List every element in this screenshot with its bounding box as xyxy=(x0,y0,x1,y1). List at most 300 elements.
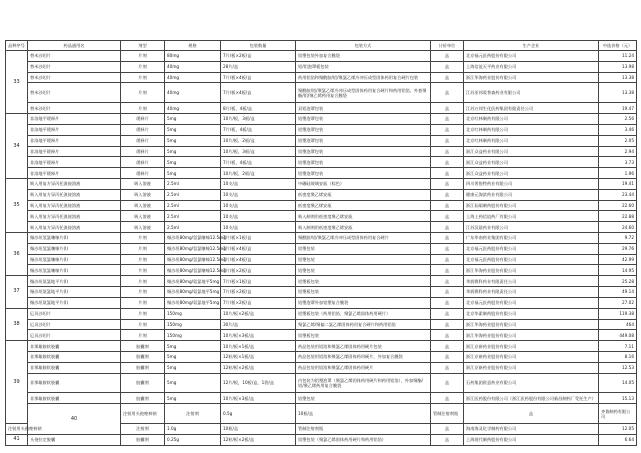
spec-cell: 5mg xyxy=(165,168,221,179)
pricing-unit-cell: 盒 xyxy=(431,243,464,254)
spec-cell: 40mg xyxy=(165,83,221,103)
price-cell: 3.73 xyxy=(599,157,637,168)
drug-name-cell: 非洛地平缓释片 xyxy=(28,157,121,168)
manufacturer-cell: 浙江京新药业股份有限公司 xyxy=(464,362,599,373)
package-method-cell: 铝塑泡罩包装 xyxy=(296,146,431,157)
pricing-unit-cell: 盒 xyxy=(431,157,464,168)
package-qty-cell: 10片/板×3板/盒 xyxy=(221,393,296,404)
dosage-form-cell: 片剂 xyxy=(121,83,165,103)
dosage-form-cell: 胶囊剂 xyxy=(121,393,165,404)
dosage-form-cell: 片剂 xyxy=(121,254,165,265)
spec-cell: 40mg xyxy=(165,72,221,83)
table-row xyxy=(6,351,637,362)
dosage-form-cell: 片剂 xyxy=(121,51,165,62)
package-qty-cell: 30片/盒 xyxy=(221,319,296,330)
manufacturer-cell: 北京红林制药有限公司 xyxy=(464,135,599,146)
col-header: 包装数量 xyxy=(221,41,296,51)
price-cell: 27.02 xyxy=(599,297,637,308)
drug-name-cell: 吸入用复方异丙托溴铵溶液 xyxy=(28,189,121,200)
group-number-cell: 37 xyxy=(6,276,28,308)
drug-name-cell: 缬沙坦氨氯地平片(Ⅰ) xyxy=(28,276,121,287)
table-row xyxy=(6,276,637,287)
pricing-unit-cell: 盒 xyxy=(431,373,464,393)
table-row xyxy=(6,233,637,244)
manufacturer-cell: 石药集团欧意药业有限公司 xyxy=(464,373,599,393)
spec-cell: 缬沙坦80mg/氢氯噻嗪12.5mg xyxy=(165,265,221,276)
package-qty-cell: 10支/盒 xyxy=(221,189,296,200)
col-header: 生产企业 xyxy=(464,41,599,51)
package-method-cell: 药品包装用铝箔和聚氯乙烯固体药用硬片，外加复合膜袋 xyxy=(296,351,431,362)
manufacturer-cell: 浙江京新药业股份有限公司 xyxy=(464,341,599,352)
pricing-unit-cell: 盒 xyxy=(431,103,464,114)
price-cell: 449.08 xyxy=(599,330,637,341)
group-number-cell: 38 xyxy=(6,308,28,340)
dosage-form-cell: 片剂 xyxy=(121,61,165,72)
table-row xyxy=(6,189,637,200)
dosage-form-cell: 片剂 xyxy=(121,233,165,244)
package-method-cell: 药用铝箔和聚酰胺/铝/聚氯乙烯冷冲压成型固体药用复合硬片包装 xyxy=(296,72,431,83)
table-row xyxy=(6,243,637,254)
pricing-unit-cell: 盒 xyxy=(431,351,464,362)
manufacturer-cell: 四川普锐特药业有限公司 xyxy=(464,178,599,189)
spec-cell: 2.5ml xyxy=(165,222,221,233)
price-cell: 2.05 xyxy=(599,135,637,146)
dosage-form-cell: 片剂 xyxy=(121,308,165,319)
drug-name-cell: 非那雄胺软胶囊 xyxy=(28,373,121,393)
pricing-unit-cell: 盒 xyxy=(431,211,464,222)
price-cell: 2.94 xyxy=(599,146,637,157)
table-row xyxy=(6,61,637,72)
package-method-cell: 双铝泡罩包装 xyxy=(296,103,431,114)
pricing-unit-cell: 盒 xyxy=(431,308,464,319)
col-header: 剂型 xyxy=(121,41,165,51)
table-row xyxy=(6,124,637,135)
package-qty-cell: 10片/板×1板/盒 xyxy=(221,341,296,352)
price-cell: 22.60 xyxy=(599,200,637,211)
package-qty-cell: 10支/盒 xyxy=(221,200,296,211)
package-qty-cell: 10片/板，2板/盒 xyxy=(221,168,296,179)
drug-name-cell: 厄贝沙坦片 xyxy=(28,330,121,341)
drug-name-cell: 非洛地平缓释片 xyxy=(28,168,121,179)
table-row xyxy=(6,103,637,114)
spec-cell: 5mg xyxy=(165,157,221,168)
table-row xyxy=(6,373,637,393)
pricing-unit-cell: 盒 xyxy=(431,330,464,341)
spec-cell: 缬沙坦80mg/氢氯噻嗪12.5mg xyxy=(165,243,221,254)
dosage-form-cell: 胶囊剂 xyxy=(121,341,165,352)
package-method-cell: 铝塑板包装（药用铝箔、聚氯乙烯固体药用硬片） xyxy=(296,308,431,319)
drug-name-cell: 替米沙坦片 xyxy=(28,83,121,103)
manufacturer-cell: 浙江众益药业有限公司 xyxy=(464,146,599,157)
price-cell: 24.60 xyxy=(599,222,637,233)
manufacturer-cell: 浙江众益药业有限公司 xyxy=(464,157,599,168)
spec-cell: 2.5ml xyxy=(165,200,221,211)
col-header: 品种序号 xyxy=(6,41,28,51)
dosage-form-cell: 片剂 xyxy=(121,265,165,276)
group-number-cell: 40 xyxy=(28,404,121,435)
manufacturer-cell: 浙江医药股份有限公司（浙江医药股份有限公司新昌制药厂受托生产） xyxy=(464,393,599,404)
package-method-cell: 铝塑泡罩包装 xyxy=(296,124,431,135)
col-header: 药品通用名 xyxy=(28,41,121,51)
drug-name-cell: 非那雄胺软胶囊 xyxy=(28,362,121,373)
spec-cell: 5mg xyxy=(165,351,221,362)
package-qty-cell: 28片/盒 xyxy=(221,61,296,72)
drug-name-cell: 吸入用复方异丙托溴铵溶液 xyxy=(28,178,121,189)
package-qty-cell: 7片/板×2板/盒 xyxy=(221,287,296,298)
price-table-sheet xyxy=(5,40,636,446)
manufacturer-cell: 上海现代制药股份有限公司 xyxy=(464,434,599,445)
drug-name-cell: 缬沙坦氢氯噻嗪片(Ⅰ) xyxy=(28,233,121,244)
price-cell: 13.38 xyxy=(599,83,637,103)
dosage-form-cell: 片剂 xyxy=(121,287,165,298)
package-method-cell: 药品包装用铝箔和聚氯乙烯固体药用硬片 xyxy=(296,362,431,373)
price-cell: 29.76 xyxy=(599,243,637,254)
manufacturer-cell: 北京福元医药股份有限公司 xyxy=(464,254,599,265)
price-cell: 15.13 xyxy=(599,393,637,404)
price-cell: 14.05 xyxy=(599,373,637,393)
spec-cell: 5mg xyxy=(165,393,221,404)
package-qty-cell: 10支/盒 xyxy=(221,178,296,189)
package-qty-cell: 12粒/板×1板/盒 xyxy=(221,351,296,362)
spec-cell: 5mg xyxy=(165,135,221,146)
drug-name-cell: 缬沙坦氢氯噻嗪片(Ⅰ) xyxy=(28,265,121,276)
drug-name-cell: 注射用头孢唑林钠 xyxy=(6,424,28,435)
package-method-cell: 铝塑包装（聚氯乙烯固体药用硬片和药用铝箔） xyxy=(296,434,431,445)
manufacturer-cell: 健康元海滨药业有限公司 xyxy=(464,189,599,200)
pricing-unit-cell: 盒 xyxy=(431,276,464,287)
pricing-unit-cell: 盒 xyxy=(431,146,464,157)
dosage-form-cell: 吸入溶液 xyxy=(121,189,165,200)
spec-cell: 0.5g xyxy=(221,404,296,424)
table-row xyxy=(6,297,637,308)
table-row xyxy=(6,254,637,265)
spec-cell: 2.5ml xyxy=(165,178,221,189)
package-qty-cell: 12粒/板×2板/盒 xyxy=(221,362,296,373)
pricing-unit-cell: 盒 xyxy=(431,178,464,189)
price-cell: 22.88 xyxy=(599,211,637,222)
dosage-form-cell: 吸入溶液 xyxy=(121,178,165,189)
table-row xyxy=(6,330,637,341)
drug-name-cell: 吸入用复方异丙托溴铵溶液 xyxy=(28,211,121,222)
package-qty-cell: 10片/板×2板/盒 xyxy=(221,308,296,319)
dosage-form-cell: 缓释片 xyxy=(121,135,165,146)
package-qty-cell: 7片/板×2板/盒 xyxy=(221,51,296,62)
pricing-unit-cell: 盒 xyxy=(431,61,464,72)
table-row xyxy=(6,200,637,211)
price-cell: 464 xyxy=(599,319,637,330)
dosage-form-cell: 缓释片 xyxy=(121,146,165,157)
spec-cell: 2.5ml xyxy=(165,189,221,200)
manufacturer-cell: 齐鲁制药有限公司 xyxy=(599,404,637,424)
col-header: 规格 xyxy=(165,41,221,51)
price-cell: 23.44 xyxy=(599,189,637,200)
pricing-unit-cell: 盒 xyxy=(431,124,464,135)
spec-cell: 缬沙坦80mg/氨氯地平5mg xyxy=(165,287,221,298)
pricing-unit-cell: 盒 xyxy=(464,404,599,424)
table-row xyxy=(6,393,637,404)
package-qty-cell: 7片/板×2板/盒 xyxy=(221,265,296,276)
table-row xyxy=(6,211,637,222)
price-cell: 42.99 xyxy=(599,254,637,265)
spec-cell: 5mg xyxy=(165,146,221,157)
spec-cell: 40mg xyxy=(165,103,221,114)
col-header: 计价单位 xyxy=(431,41,464,51)
pricing-unit-cell: 盒 xyxy=(431,51,464,62)
table-row xyxy=(6,114,637,125)
pricing-unit-cell: 盒 xyxy=(431,189,464,200)
package-qty-cell: 12粒/板×2板/盒 xyxy=(221,434,296,445)
drug-name-cell: 头孢拉定胶囊 xyxy=(28,434,121,445)
package-method-cell: 铝塑泡罩包装 xyxy=(296,114,431,125)
manufacturer-cell: 上海上药信谊药厂有限公司 xyxy=(464,211,599,222)
manufacturer-cell: 华润赛科药业有限责任公司 xyxy=(464,287,599,298)
drug-name-cell: 非洛地平缓释片 xyxy=(28,146,121,157)
dosage-form-cell: 注射剂 xyxy=(165,404,221,424)
package-method-cell: 吸入制剂用低密度聚乙烯安瓿 xyxy=(296,222,431,233)
drug-name-cell: 非洛地平缓释片 xyxy=(28,135,121,146)
drug-name-cell: 非那雄胺软胶囊 xyxy=(28,341,121,352)
package-method-cell: 铝塑泡罩包装 xyxy=(296,135,431,146)
drug-name-cell: 注射用头孢唑林钠 xyxy=(121,404,165,424)
package-qty-cell: 8片/板，4板/盒 xyxy=(221,103,296,114)
package-qty-cell: 10支/盒 xyxy=(221,211,296,222)
dosage-form-cell: 吸入溶液 xyxy=(121,211,165,222)
spec-cell: 150mg xyxy=(165,319,221,330)
package-method-cell: 吸入制剂用低密度聚乙烯安瓿 xyxy=(296,211,431,222)
spec-cell: 80mg xyxy=(165,51,221,62)
spec-cell: 5mg xyxy=(165,124,221,135)
package-method-cell: 内包装为铝塑泡罩（聚氯乙烯固体药用硬片和药用铝箔），外加聚酯/铝/聚乙烯药用复合膜袋 xyxy=(296,373,431,393)
dosage-form-cell: 注射剂 xyxy=(121,424,165,435)
package-qty-cell: 10瓶/盒 xyxy=(221,424,296,435)
group-number-cell: 36 xyxy=(6,233,28,276)
manufacturer-cell: 浙江京新药业股份有限公司 xyxy=(464,351,599,362)
table-row xyxy=(6,341,637,352)
package-qty-cell: 7片/板×4板/盒 xyxy=(221,83,296,103)
package-method-cell: 聚酰胺/铝/聚氯乙烯冷冲压成型固体药用复合硬片 xyxy=(296,233,431,244)
dosage-form-cell: 片剂 xyxy=(121,72,165,83)
package-method-cell: 铝塑包装 xyxy=(296,243,431,254)
pricing-unit-cell: 盒 xyxy=(431,168,464,179)
manufacturer-cell: 北京福元医药股份有限公司 xyxy=(464,51,599,62)
package-qty-cell: 7片/板×4板/盒 xyxy=(221,72,296,83)
dosage-form-cell: 吸入溶液 xyxy=(121,200,165,211)
manufacturer-cell: 浙江众益药业有限公司 xyxy=(464,168,599,179)
package-method-cell: 铝/铝泡罩板包装 xyxy=(296,61,431,72)
drug-name-cell: 厄贝沙坦片 xyxy=(28,319,121,330)
spec-cell: 0.25g xyxy=(165,434,221,445)
drug-name-cell: 缬沙坦氢氯噻嗪片(Ⅰ) xyxy=(28,254,121,265)
spec-cell: 1.0g xyxy=(165,424,221,435)
drug-name-cell: 非那雄胺软胶囊 xyxy=(28,351,121,362)
pricing-unit-cell: 盒 xyxy=(431,233,464,244)
manufacturer-cell: 北京福元医药股份有限公司 xyxy=(464,243,599,254)
manufacturer-cell: 北京红林制药有限公司 xyxy=(464,114,599,125)
package-qty-cell: 7片/板×1板/盒 xyxy=(221,276,296,287)
pricing-unit-cell: 盒 xyxy=(431,341,464,352)
price-cell: 11.24 xyxy=(599,51,637,62)
table-row xyxy=(6,135,637,146)
package-method-cell: 管制注射剂瓶 xyxy=(296,424,431,435)
dosage-form-cell: 缓释片 xyxy=(121,124,165,135)
dosage-form-cell: 片剂 xyxy=(121,103,165,114)
table-row xyxy=(6,222,637,233)
drug-name-cell: 非洛地平缓释片 xyxy=(28,114,121,125)
package-qty-cell: 10支/盒 xyxy=(221,222,296,233)
spec-cell: 缬沙坦80mg/氢氯噻嗪12.5mg xyxy=(165,233,221,244)
spec-cell: 2.5ml xyxy=(165,211,221,222)
table-row xyxy=(6,287,637,298)
pricing-unit-cell: 盒 xyxy=(431,222,464,233)
pricing-unit-cell: 盒 xyxy=(431,393,464,404)
package-qty-cell: 7片/板×1板/盒 xyxy=(221,233,296,244)
table-row xyxy=(6,434,637,445)
pricing-unit-cell: 盒 xyxy=(431,114,464,125)
package-method-cell: 管制注射剂瓶 xyxy=(431,404,464,424)
pricing-unit-cell: 盒 xyxy=(431,254,464,265)
dosage-form-cell: 胶囊剂 xyxy=(121,362,165,373)
table-header-row xyxy=(6,41,637,51)
manufacturer-cell: 华润赛科药业有限责任公司 xyxy=(464,276,599,287)
package-method-cell: 聚酰胺/铝/聚氯乙烯冷冲压成型固体药用复合硬片和药用铝箔，外套聚酯/铝/聚乙烯药用复合膜袋 xyxy=(296,83,431,103)
manufacturer-cell: 浙江华海药业股份有限公司 xyxy=(464,330,599,341)
package-method-cell: 铝塑板包装 xyxy=(296,330,431,341)
price-cell: 19.41 xyxy=(599,178,637,189)
package-method-cell: 铝塑包装外加复合膜袋 xyxy=(296,51,431,62)
drug-name-cell: 替米沙坦片 xyxy=(28,103,121,114)
group-number-cell: 35 xyxy=(6,178,28,232)
price-cell: 49.14 xyxy=(599,287,637,298)
col-header: 中选价格（元） xyxy=(599,41,637,51)
package-qty-cell: 7片/板×2板/盒 xyxy=(221,297,296,308)
manufacturer-cell: 北京福元医药股份有限公司 xyxy=(464,297,599,308)
price-cell: 119.38 xyxy=(599,308,637,319)
package-qty-cell: 7片/板，4板/盒 xyxy=(221,124,296,135)
procurement-price-table xyxy=(5,40,637,446)
drug-name-cell: 替米沙坦片 xyxy=(28,61,121,72)
dosage-form-cell: 缓释片 xyxy=(121,157,165,168)
package-method-cell: 聚氯乙烯/聚偏二氯乙烯固体药用复合硬片和药用铝箔 xyxy=(296,319,431,330)
package-qty-cell: 12片/板，10板/盒，1袋/盒 xyxy=(221,373,296,393)
drug-name-cell: 吸入用复方异丙托溴铵溶液 xyxy=(28,200,121,211)
package-qty-cell: 10片/板，2板/盒 xyxy=(221,135,296,146)
dosage-form-cell: 吸入溶液 xyxy=(121,222,165,233)
price-cell: 14.95 xyxy=(599,265,637,276)
package-method-cell: 铝塑包装 xyxy=(296,393,431,404)
dosage-form-cell: 胶囊剂 xyxy=(121,434,165,445)
table-row xyxy=(6,72,637,83)
group-number-cell: 39 xyxy=(6,341,28,424)
spec-cell: 5mg xyxy=(165,373,221,393)
pricing-unit-cell: 盒 xyxy=(431,319,464,330)
dosage-form-cell: 缓释片 xyxy=(121,168,165,179)
dosage-form-cell: 片剂 xyxy=(121,330,165,341)
group-number-cell: 34 xyxy=(6,114,28,179)
package-qty-cell: 10片/板，3板/盒 xyxy=(221,146,296,157)
dosage-form-cell: 胶囊剂 xyxy=(121,351,165,362)
package-method-cell: 铝塑泡罩外加铝塑复合膜袋 xyxy=(296,297,431,308)
price-cell: 8.16 xyxy=(599,351,637,362)
drug-name-cell: 缬沙坦氨氯地平片(Ⅰ) xyxy=(28,287,121,298)
package-qty-cell: 10片/板，3板/盒 xyxy=(221,114,296,125)
col-header: 包装方式 xyxy=(296,41,431,51)
pricing-unit-cell: 盒 xyxy=(431,200,464,211)
manufacturer-cell: 浙江华海药业股份有限公司 xyxy=(464,72,599,83)
price-cell: 2.56 xyxy=(599,114,637,125)
dosage-form-cell: 片剂 xyxy=(121,297,165,308)
spec-cell: 缬沙坦80mg/氢氯噻嗪12.5mg xyxy=(165,254,221,265)
dosage-form-cell: 片剂 xyxy=(121,276,165,287)
package-method-cell: 低密度聚乙烯安瓿 xyxy=(296,200,431,211)
price-cell: 19.47 xyxy=(599,103,637,114)
group-number-cell: 33 xyxy=(6,51,28,114)
table-row xyxy=(6,51,637,62)
package-qty-cell: 7片/板，4板/盒 xyxy=(221,157,296,168)
table-row xyxy=(6,146,637,157)
manufacturer-cell: 江苏万邦生化医药集团有限责任公司 xyxy=(464,103,599,114)
manufacturer-cell: 北京红林制药有限公司 xyxy=(464,124,599,135)
dosage-form-cell: 缓释片 xyxy=(121,114,165,125)
pricing-unit-cell: 盒 xyxy=(431,135,464,146)
pricing-unit-cell: 盒 xyxy=(431,265,464,276)
spec-cell: 5mg xyxy=(165,362,221,373)
package-method-cell: 铝塑板包装 xyxy=(296,276,431,287)
drug-name-cell: 吸入用复方异丙托溴铵溶液 xyxy=(28,222,121,233)
price-cell: 12.05 xyxy=(599,424,637,435)
drug-name-cell: 厄贝沙坦片 xyxy=(28,308,121,319)
pricing-unit-cell: 盒 xyxy=(431,83,464,103)
price-cell: 25.28 xyxy=(599,276,637,287)
table-row xyxy=(6,319,637,330)
package-method-cell: 铝塑板包装 xyxy=(296,287,431,298)
package-method-cell: 铝塑包装 xyxy=(296,254,431,265)
drug-name-cell: 非洛地平缓释片 xyxy=(28,124,121,135)
pricing-unit-cell: 盒 xyxy=(431,72,464,83)
pricing-unit-cell: 盒 xyxy=(431,362,464,373)
spec-cell: 150mg xyxy=(165,308,221,319)
drug-name-cell: 缬沙坦氨氯地平片(Ⅰ) xyxy=(28,297,121,308)
price-cell: 3.46 xyxy=(599,124,637,135)
manufacturer-cell: 浙江华海药业股份有限公司 xyxy=(464,319,599,330)
manufacturer-cell: 上海信谊天平药业有限公司 xyxy=(464,61,599,72)
package-qty-cell: 10瓶/盒 xyxy=(296,404,431,424)
table-row xyxy=(6,168,637,179)
package-method-cell: 铝塑包装 xyxy=(296,265,431,276)
pricing-unit-cell: 盒 xyxy=(431,297,464,308)
table-row xyxy=(6,265,637,276)
price-cell: 9.72 xyxy=(599,233,637,244)
pricing-unit-cell: 盒 xyxy=(431,287,464,298)
price-cell: 7.11 xyxy=(599,341,637,352)
drug-name-cell: 缬沙坦氢氯噻嗪片(Ⅰ) xyxy=(28,243,121,254)
spec-cell: 缬沙坦80mg/氨氯地平5mg xyxy=(165,297,221,308)
manufacturer-cell: 浙江华海药业股份有限公司 xyxy=(464,265,599,276)
spec-cell: 缬沙坦80mg/氨氯地平5mg xyxy=(165,276,221,287)
manufacturer-cell: 江苏亚邦爱普森药业有限公司 xyxy=(464,83,599,103)
drug-name-cell: 替米沙坦片 xyxy=(28,51,121,62)
manufacturer-cell: 江苏汉晨药业有限公司 xyxy=(464,222,599,233)
dosage-form-cell: 片剂 xyxy=(121,243,165,254)
package-qty-cell: 10片/板×3板/盒 xyxy=(221,330,296,341)
manufacturer-cell: 海南海灵化学制药有限公司 xyxy=(464,424,599,435)
table-row xyxy=(6,157,637,168)
spec-cell: 5mg xyxy=(165,114,221,125)
pricing-unit-cell: 盒 xyxy=(431,434,464,445)
spec-cell: 5mg xyxy=(165,341,221,352)
table-row xyxy=(6,83,637,103)
spec-cell: 150mg xyxy=(165,330,221,341)
group-number-cell: 41 xyxy=(6,434,28,445)
